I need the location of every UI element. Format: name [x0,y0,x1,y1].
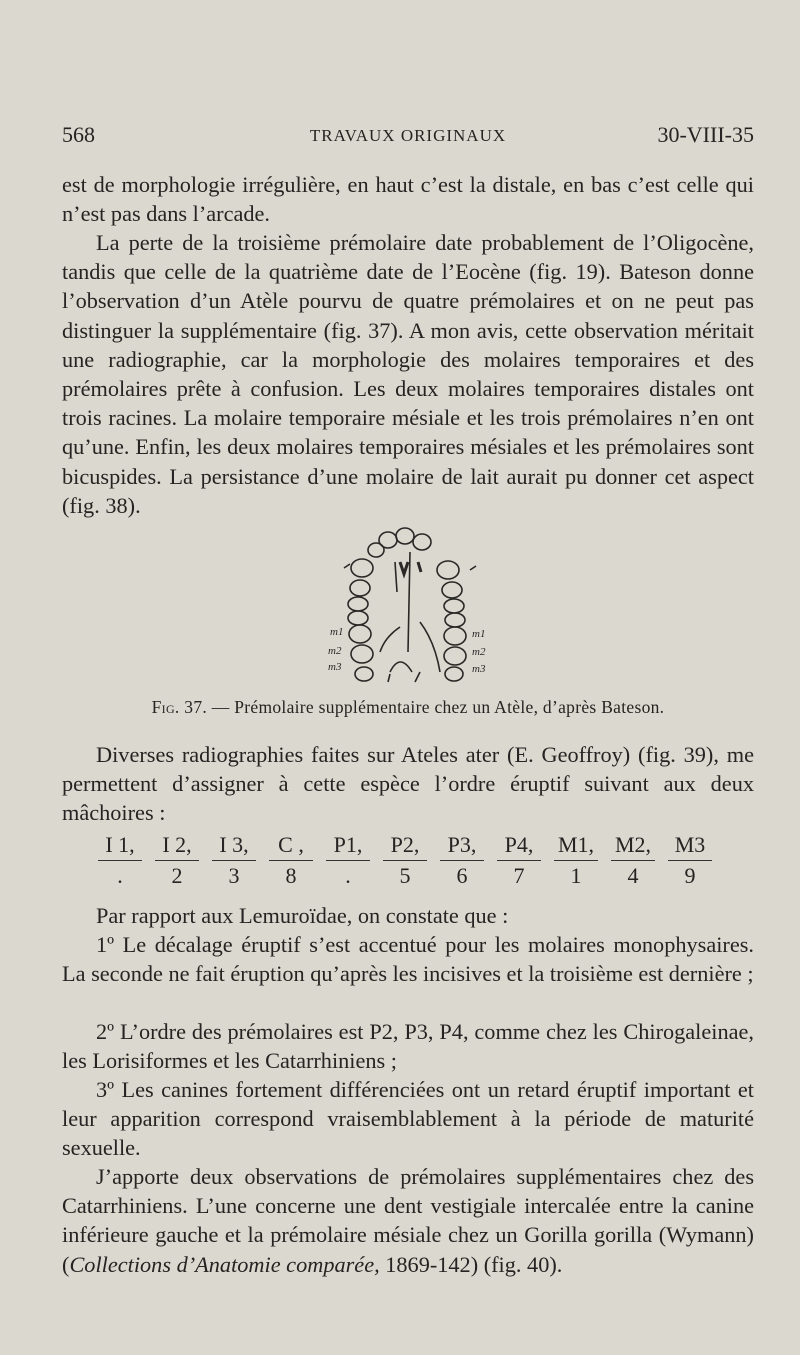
eruption-rank: 1 [570,863,582,888]
tooth-label: M3 [674,832,706,857]
label-m3-left: m3 [328,661,342,673]
fraction-bar [269,860,313,861]
running-title: TRAVAUX ORIGINAUX [309,126,507,145]
paragraph-8-text-a: J’apporte deux observations de prémolaires supplémentaires chez des Catarrhiniens. L’une concerne une dent vestigiale intercalée entre la canine inférieure gauche et la prémolaire mésiale chez un Gorilla gorilla (Wymann) ( [62,1164,754,1277]
page-number: 568 [62,122,95,147]
eruption-order-formula [0,832,800,892]
fraction-bar [440,860,484,861]
paragraph-8-italic: Collections d’Anatomie comparée, [69,1251,380,1277]
tooth-label: P4, [504,832,534,857]
label-m2-left: m2 [328,645,342,657]
label-m1-right: m1 [472,628,486,640]
tooth-label: P3, [447,832,477,857]
figure-37 [300,522,500,692]
tooth-label: P1, [333,832,363,857]
fraction-bar [212,860,256,861]
tooth-label: I 2, [162,832,192,857]
paragraph-7: 3º Les canines fortement différenciées ont un retard éruptif important et leur apparition correspond vraisemblablement à la période de maturité sexuelle. [62,1077,754,1161]
fraction-bar [326,860,370,861]
fraction-bar [155,860,199,861]
running-header [62,122,754,152]
eruption-rank: . [117,863,123,888]
fraction-bar [497,860,541,861]
eruption-rank: 9 [684,863,696,888]
fraction-bar [383,860,427,861]
caption-text: — Prémolaire supplémentaire chez un Atèle, d’après Bateson. [207,697,665,717]
paragraph-3: Diverses radiographies faites sur Ateles ater (E. Geoffroy) (fig. 39), me permettent d’assigner à cette espèce l’ordre éruptif suivant aux deux mâchoires : [62,742,754,826]
paragraph-2: La perte de la troisième prémolaire date probablement de l’Oligocène, tandis que celle de la quatrième date de l’Eocène (fig. 19). Bateson donne l’observation d’un Atèle pourvu de quatre prémolaires et on ne peut pas distinguer la supplémentaire (fig. 37). A mon avis, cette observation méritait une radiographie, car la morphologie des molaires temporaires et des prémolaires prête à confusion. Les deux molaires temporaires distales ont trois racines. La molaire temporaire mésiale et les trois prémolaires n’en ont qu’une. Enfin, les deux molaires temporaires mésiales et les prémolaires sont bicuspides. La persistance d’une molaire de lait aurait pu donner cet aspect (fig. 38). [62,230,754,518]
tooth-label: I 1, [105,832,135,857]
tooth-label: C , [278,832,304,857]
fraction-bar [554,860,598,861]
paragraph-5: 1º Le décalage éruptif s’est accentué pour les molaires monophysaires. La seconde ne fait éruption qu’après les incisives et la troisième est dernière ; [62,932,754,987]
fraction-bar [98,860,142,861]
label-m3-right: m3 [472,663,486,675]
eruption-rank: 4 [627,863,639,888]
fraction-bar [668,860,712,861]
issue-date: 30-VIII-35 [657,122,754,147]
paragraph-4: Par rapport aux Lemuroïdae, on constate que : [96,903,509,928]
eruption-rank: 7 [513,863,525,888]
eruption-rank: 8 [285,863,297,888]
fraction-bar [611,860,655,861]
label-m2-right: m2 [472,646,486,658]
tooth-label: I 3, [219,832,249,857]
tooth-label: P2, [390,832,420,857]
eruption-rank: 6 [456,863,468,888]
eruption-rank: . [345,863,351,888]
paragraph-1: est de morphologie irrégulière, en haut c’est la distale, en bas c’est celle qui n’est pas dans l’arcade. [62,172,754,227]
eruption-rank: 5 [399,863,411,888]
figure-caption [62,697,754,718]
paragraph-8 [62,1162,754,1279]
tooth-label: M1, [557,832,595,857]
caption-label: Fig. 37. [151,697,208,717]
tooth-label: M2, [614,832,652,857]
dental-arch-drawing [300,522,500,692]
label-m1-left: m1 [330,626,344,638]
paragraph-6: 2º L’ordre des prémolaires est P2, P3, P4, comme chez les Chirogaleinae, les Lorisiformes et les Catarrhiniens ; [62,1019,754,1074]
paragraph-8-text-b: 1869-142) (fig. 40). [379,1251,563,1277]
eruption-rank: 3 [228,863,240,888]
eruption-rank: 2 [171,863,183,888]
